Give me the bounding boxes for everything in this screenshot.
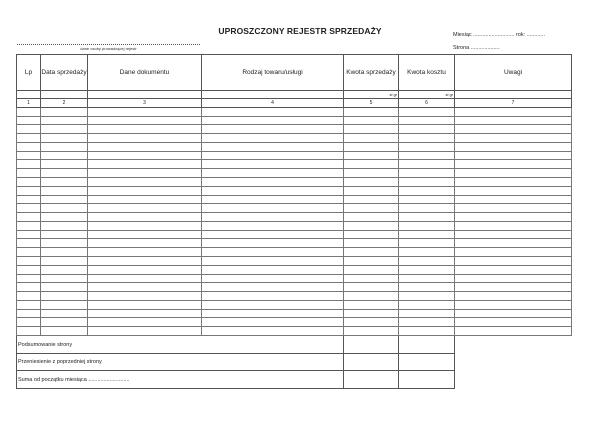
entry-cell[interactable] — [88, 318, 202, 327]
sales-register-table — [16, 54, 572, 389]
entry-cell[interactable] — [41, 213, 88, 222]
entry-cell[interactable] — [455, 300, 572, 309]
entry-cell[interactable] — [88, 274, 202, 283]
table-row — [17, 239, 572, 248]
entry-cell[interactable] — [399, 151, 455, 160]
entry-cell[interactable] — [344, 274, 399, 283]
entry-cell[interactable] — [455, 213, 572, 222]
column-header-document: Dane dokumentu — [88, 55, 202, 91]
entry-cell[interactable] — [202, 230, 344, 239]
entry-cell[interactable] — [17, 125, 41, 134]
entry-cell[interactable] — [41, 292, 88, 301]
entry-cell[interactable] — [202, 195, 344, 204]
page-total-sale-cell[interactable] — [344, 336, 399, 354]
entry-cell[interactable] — [17, 169, 41, 178]
table-row — [17, 327, 572, 336]
entry-cell[interactable] — [41, 177, 88, 186]
entry-cell[interactable] — [344, 142, 399, 151]
entry-cell[interactable] — [202, 107, 344, 116]
entry-cell[interactable] — [455, 142, 572, 151]
entry-cell[interactable] — [344, 195, 399, 204]
entry-cell[interactable] — [88, 125, 202, 134]
entry-cell[interactable] — [17, 107, 41, 116]
entry-cell[interactable] — [399, 186, 455, 195]
entry-cell[interactable] — [344, 134, 399, 143]
entry-cell[interactable] — [41, 265, 88, 274]
table-row — [17, 177, 572, 186]
entry-cell[interactable] — [455, 274, 572, 283]
entry-cell[interactable] — [17, 177, 41, 186]
entry-cell[interactable] — [17, 204, 41, 213]
column-number: 5 — [344, 98, 399, 107]
entry-cell[interactable] — [41, 142, 88, 151]
entry-cell[interactable] — [202, 257, 344, 266]
entry-cell[interactable] — [17, 300, 41, 309]
entry-cell[interactable] — [455, 248, 572, 257]
entry-cell[interactable] — [17, 116, 41, 125]
entry-cell[interactable] — [202, 309, 344, 318]
entry-cell[interactable] — [202, 327, 344, 336]
column-header-lp: Lp — [17, 55, 41, 91]
entry-cell[interactable] — [17, 274, 41, 283]
entry-cell[interactable] — [455, 134, 572, 143]
entry-cell[interactable] — [88, 169, 202, 178]
entry-cell[interactable] — [399, 221, 455, 230]
entry-cell[interactable] — [455, 327, 572, 336]
entry-cell[interactable] — [17, 230, 41, 239]
table-row — [17, 265, 572, 274]
table-row — [17, 283, 572, 292]
register-owner-line[interactable] — [17, 44, 200, 45]
column-number: 7 — [455, 98, 572, 107]
entry-cell[interactable] — [344, 186, 399, 195]
entry-cell[interactable] — [17, 318, 41, 327]
entry-cell[interactable] — [88, 116, 202, 125]
entry-cell[interactable] — [41, 239, 88, 248]
entry-cell[interactable] — [399, 292, 455, 301]
entry-cell[interactable] — [202, 204, 344, 213]
entry-cell[interactable] — [202, 248, 344, 257]
entry-cell[interactable] — [17, 309, 41, 318]
entry-cell[interactable] — [88, 186, 202, 195]
entry-cell[interactable] — [88, 221, 202, 230]
entry-cell[interactable] — [41, 151, 88, 160]
entry-cell[interactable] — [202, 186, 344, 195]
entry-cell[interactable] — [17, 142, 41, 151]
table-row — [17, 309, 572, 318]
entry-cell[interactable] — [88, 257, 202, 266]
table-row — [17, 213, 572, 222]
entry-cell[interactable] — [399, 195, 455, 204]
entry-cell[interactable] — [202, 239, 344, 248]
empty-cell — [455, 336, 572, 354]
entry-cell[interactable] — [88, 230, 202, 239]
entry-cell[interactable] — [455, 221, 572, 230]
entry-cell[interactable] — [41, 274, 88, 283]
month-total-sale-cell[interactable] — [344, 371, 399, 389]
entry-cell[interactable] — [41, 327, 88, 336]
column-header-sale-date: Data sprzedaży — [41, 55, 88, 91]
unit-cell — [17, 91, 41, 99]
unit-cell — [455, 91, 572, 99]
entry-cell[interactable] — [88, 151, 202, 160]
entry-cell[interactable] — [88, 283, 202, 292]
entry-cell[interactable] — [17, 248, 41, 257]
entry-cell[interactable] — [202, 169, 344, 178]
table-row — [17, 300, 572, 309]
entry-cell[interactable] — [202, 221, 344, 230]
column-header-cost-amount: Kwota kosztu — [399, 55, 455, 91]
entry-cell[interactable] — [41, 116, 88, 125]
entry-cell[interactable] — [17, 160, 41, 169]
entry-cell[interactable] — [399, 134, 455, 143]
column-number: 2 — [41, 98, 88, 107]
entry-cell[interactable] — [344, 248, 399, 257]
entry-cell[interactable] — [344, 300, 399, 309]
entry-cell[interactable] — [399, 274, 455, 283]
entry-cell[interactable] — [17, 283, 41, 292]
entry-cell[interactable] — [88, 248, 202, 257]
entry-cell[interactable] — [455, 309, 572, 318]
entry-cell[interactable] — [88, 142, 202, 151]
entry-cell[interactable] — [344, 309, 399, 318]
table-row — [17, 204, 572, 213]
entry-cell[interactable] — [344, 151, 399, 160]
table-row — [17, 151, 572, 160]
entry-cell[interactable] — [88, 239, 202, 248]
table-row — [17, 142, 572, 151]
entry-cell[interactable] — [344, 292, 399, 301]
currency-unit-cost: zł gr — [399, 91, 455, 99]
entry-cell[interactable] — [202, 177, 344, 186]
entry-cell[interactable] — [41, 125, 88, 134]
entry-cell[interactable] — [344, 204, 399, 213]
entry-cell[interactable] — [41, 248, 88, 257]
entry-cell[interactable] — [455, 257, 572, 266]
entry-cell[interactable] — [399, 257, 455, 266]
entry-cell[interactable] — [344, 327, 399, 336]
entry-cell[interactable] — [88, 292, 202, 301]
entry-cell[interactable] — [17, 257, 41, 266]
entry-cell[interactable] — [344, 125, 399, 134]
column-header-goods-type: Rodzaj towaru/usługi — [202, 55, 344, 91]
entry-cell[interactable] — [88, 204, 202, 213]
unit-cell — [41, 91, 88, 99]
entry-cell[interactable] — [399, 309, 455, 318]
page-title: UPROSZCZONY REJESTR SPRZEDAŻY — [218, 26, 382, 36]
entry-cell[interactable] — [202, 300, 344, 309]
table-row — [17, 186, 572, 195]
entry-cell[interactable] — [399, 116, 455, 125]
entry-cell[interactable] — [344, 116, 399, 125]
entry-cell[interactable] — [202, 265, 344, 274]
entry-cell[interactable] — [17, 151, 41, 160]
entry-cell[interactable] — [455, 160, 572, 169]
entry-cell[interactable] — [344, 221, 399, 230]
entry-cell[interactable] — [17, 292, 41, 301]
table-row — [17, 116, 572, 125]
entry-cell[interactable] — [344, 265, 399, 274]
table-row — [17, 248, 572, 257]
entry-cell[interactable] — [399, 142, 455, 151]
entry-cell[interactable] — [41, 204, 88, 213]
entry-cell[interactable] — [455, 283, 572, 292]
entry-cell[interactable] — [455, 318, 572, 327]
entry-cell[interactable] — [88, 107, 202, 116]
page-number-field[interactable]: Strona ................... — [453, 45, 500, 51]
table-row — [17, 125, 572, 134]
entry-cell[interactable] — [41, 230, 88, 239]
entry-cell[interactable] — [202, 213, 344, 222]
column-header-remarks: Uwagi — [455, 55, 572, 91]
entry-cell[interactable] — [202, 134, 344, 143]
entry-cell[interactable] — [41, 186, 88, 195]
entry-cell[interactable] — [41, 221, 88, 230]
entry-cell[interactable] — [455, 265, 572, 274]
entry-cell[interactable] — [202, 283, 344, 292]
entry-cell[interactable] — [41, 169, 88, 178]
table-row — [17, 230, 572, 239]
table-row — [17, 107, 572, 116]
entry-cell[interactable] — [399, 265, 455, 274]
table-row — [17, 195, 572, 204]
entry-cell[interactable] — [344, 107, 399, 116]
entry-cell[interactable] — [455, 107, 572, 116]
empty-cell — [455, 353, 572, 371]
entry-cell[interactable] — [17, 134, 41, 143]
entry-cell[interactable] — [17, 195, 41, 204]
entry-cell[interactable] — [455, 125, 572, 134]
unit-cell — [202, 91, 344, 99]
entry-cell[interactable] — [41, 134, 88, 143]
column-header-sale-amount: Kwota sprzedaży — [344, 55, 399, 91]
entry-cell[interactable] — [41, 107, 88, 116]
entry-cell[interactable] — [344, 318, 399, 327]
month-total-label: Suma od początku miesiąca ........................... — [17, 371, 344, 389]
entry-cell[interactable] — [41, 257, 88, 266]
entry-cell[interactable] — [399, 283, 455, 292]
entry-cell[interactable] — [344, 169, 399, 178]
entry-cell[interactable] — [399, 107, 455, 116]
entry-cell[interactable] — [399, 318, 455, 327]
entry-cell[interactable] — [455, 186, 572, 195]
entry-cell[interactable] — [399, 160, 455, 169]
entry-cell[interactable] — [455, 230, 572, 239]
entry-cell[interactable] — [202, 292, 344, 301]
entry-cell[interactable] — [455, 177, 572, 186]
entry-cell[interactable] — [455, 292, 572, 301]
table-row — [17, 274, 572, 283]
entry-cell[interactable] — [399, 248, 455, 257]
month-year-field[interactable]: Miesiąc ........................... rok: ............ — [453, 32, 545, 38]
table-row — [17, 318, 572, 327]
entry-cell[interactable] — [202, 318, 344, 327]
entry-cell[interactable] — [88, 309, 202, 318]
entry-cell[interactable] — [88, 213, 202, 222]
entry-cell[interactable] — [88, 195, 202, 204]
entry-cell[interactable] — [88, 160, 202, 169]
entry-cell[interactable] — [344, 230, 399, 239]
entry-cell[interactable] — [344, 257, 399, 266]
entry-cell[interactable] — [41, 283, 88, 292]
month-total-cost-cell[interactable] — [399, 371, 455, 389]
entry-cell[interactable] — [17, 265, 41, 274]
table-row — [17, 292, 572, 301]
entry-cell[interactable] — [399, 204, 455, 213]
column-number: 3 — [88, 98, 202, 107]
entry-cell[interactable] — [399, 125, 455, 134]
entry-cell[interactable] — [399, 230, 455, 239]
entry-cell[interactable] — [399, 239, 455, 248]
entry-cell[interactable] — [17, 239, 41, 248]
entry-cell[interactable] — [202, 160, 344, 169]
entry-cell[interactable] — [399, 169, 455, 178]
entry-cell[interactable] — [455, 204, 572, 213]
column-number: 1 — [17, 98, 41, 107]
page-total-cost-cell[interactable] — [399, 336, 455, 354]
entry-cell[interactable] — [455, 169, 572, 178]
entry-cell[interactable] — [202, 116, 344, 125]
entry-cell[interactable] — [17, 186, 41, 195]
entry-cell[interactable] — [88, 177, 202, 186]
currency-unit-sale: zł gr — [344, 91, 399, 99]
entry-cell[interactable] — [88, 265, 202, 274]
entry-cell[interactable] — [41, 300, 88, 309]
entry-cell[interactable] — [88, 134, 202, 143]
entry-cell[interactable] — [399, 177, 455, 186]
register-owner-caption: dane osoby prowadzącej rejestr — [80, 46, 137, 51]
entry-cell[interactable] — [202, 125, 344, 134]
entry-cell[interactable] — [41, 309, 88, 318]
table-row — [17, 169, 572, 178]
entry-cell[interactable] — [41, 318, 88, 327]
entry-cell[interactable] — [344, 177, 399, 186]
empty-cell — [455, 371, 572, 389]
entry-cell[interactable] — [344, 283, 399, 292]
entry-cell[interactable] — [344, 160, 399, 169]
page-total-label: Podsumowanie strony — [17, 336, 344, 354]
table-row — [17, 257, 572, 266]
carried-over-cost-cell[interactable] — [399, 353, 455, 371]
entry-cell[interactable] — [17, 221, 41, 230]
entry-cell[interactable] — [344, 239, 399, 248]
entry-cell[interactable] — [17, 327, 41, 336]
entry-cell[interactable] — [455, 151, 572, 160]
carried-over-label: Przeniesienie z poprzedniej strony — [17, 353, 344, 371]
entry-cell[interactable] — [202, 274, 344, 283]
table-row — [17, 160, 572, 169]
entry-cell[interactable] — [455, 116, 572, 125]
table-row — [17, 221, 572, 230]
entry-cell[interactable] — [455, 195, 572, 204]
entry-cell[interactable] — [17, 213, 41, 222]
entry-cell[interactable] — [88, 327, 202, 336]
entry-cell[interactable] — [344, 213, 399, 222]
entry-cell[interactable] — [399, 327, 455, 336]
entry-cell[interactable] — [399, 300, 455, 309]
entry-cell[interactable] — [88, 300, 202, 309]
entry-cell[interactable] — [41, 195, 88, 204]
entry-cell[interactable] — [202, 151, 344, 160]
entry-cell[interactable] — [399, 213, 455, 222]
table-row — [17, 134, 572, 143]
entry-cell[interactable] — [455, 239, 572, 248]
column-number: 6 — [399, 98, 455, 107]
entry-cell[interactable] — [202, 142, 344, 151]
carried-over-sale-cell[interactable] — [344, 353, 399, 371]
unit-cell — [88, 91, 202, 99]
entry-cell[interactable] — [41, 160, 88, 169]
column-number: 4 — [202, 98, 344, 107]
